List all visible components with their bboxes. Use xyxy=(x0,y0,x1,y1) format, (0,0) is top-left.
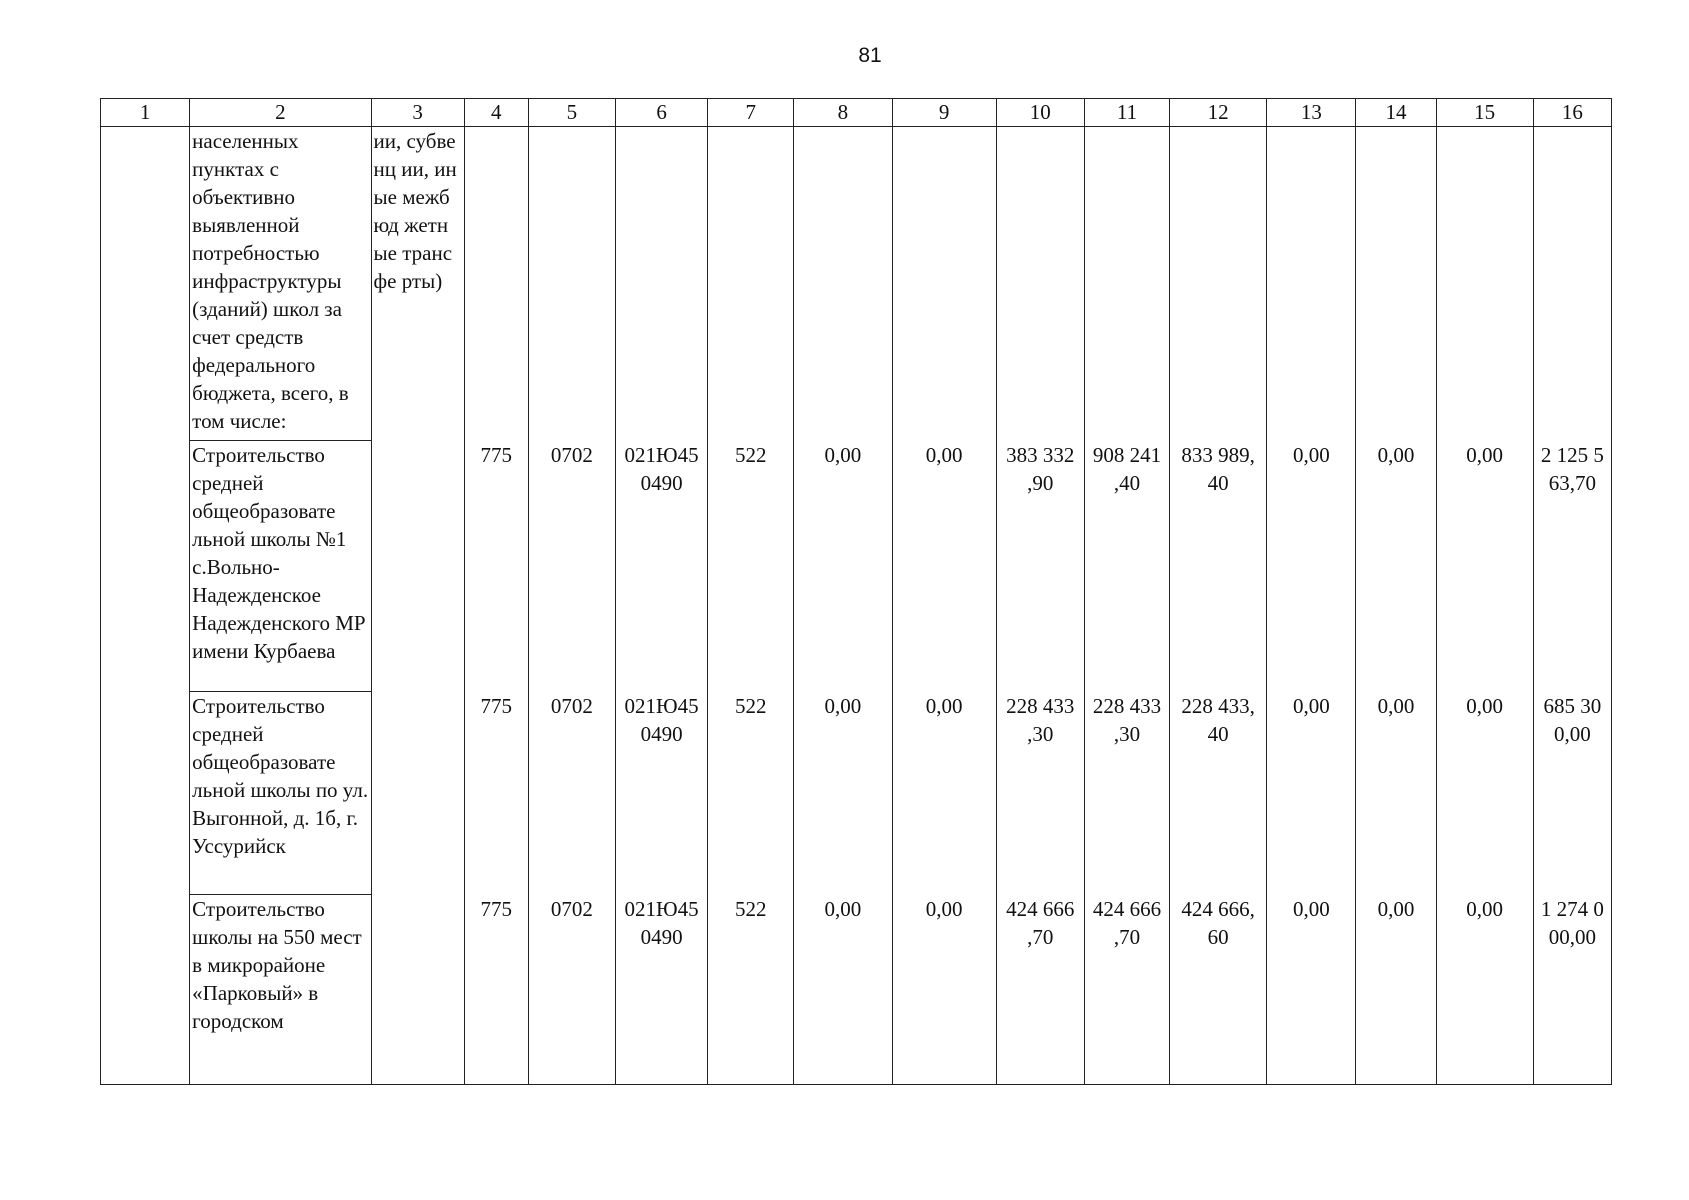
table-cell xyxy=(892,127,996,441)
column-header: 11 xyxy=(1084,99,1169,127)
column-header: 15 xyxy=(1436,99,1533,127)
table-cell: 775 xyxy=(464,692,528,895)
item-name-cell: Строительство средней общеобразовате льной школы по ул. Выгонной, д. 1б, г. Уссурийск xyxy=(190,692,371,895)
column-header: 10 xyxy=(996,99,1084,127)
table-cell xyxy=(1533,127,1611,441)
table-cell: 228 433, 40 xyxy=(1170,692,1267,895)
table-cell: 228 433 ,30 xyxy=(996,692,1084,895)
table-cell: 0702 xyxy=(528,441,615,692)
item-name-cell: Строительство школы на 550 мест в микрорайоне «Парковый» в городском xyxy=(190,895,371,1085)
table-cell: 228 433 ,30 xyxy=(1084,692,1169,895)
table-cell xyxy=(794,127,892,441)
table-cell: 0702 xyxy=(528,692,615,895)
table-cell xyxy=(101,441,190,692)
table-cell: 0,00 xyxy=(1356,895,1436,1085)
table-row xyxy=(101,127,1612,441)
budget-table xyxy=(100,98,1612,1085)
table-cell xyxy=(101,692,190,895)
column-header: 8 xyxy=(794,99,892,127)
table-cell: 424 666 ,70 xyxy=(1084,895,1169,1085)
column-header: 2 xyxy=(190,99,371,127)
column-header: 5 xyxy=(528,99,615,127)
table-cell: 908 241 ,40 xyxy=(1084,441,1169,692)
table-cell: 2 125 5 63,70 xyxy=(1533,441,1611,692)
table-cell xyxy=(1084,127,1169,441)
table-cell: 021Ю45 0490 xyxy=(616,895,708,1085)
table-row xyxy=(101,895,1612,1085)
table-cell: 0,00 xyxy=(794,692,892,895)
table-cell: 021Ю45 0490 xyxy=(616,441,708,692)
table-cell xyxy=(616,127,708,441)
table-cell xyxy=(528,127,615,441)
table-cell: 1 274 0 00,00 xyxy=(1533,895,1611,1085)
page-number: 81 xyxy=(858,44,882,67)
table-cell xyxy=(464,127,528,441)
table-cell: 775 xyxy=(464,441,528,692)
table-cell xyxy=(996,127,1084,441)
table-cell: 0,00 xyxy=(1356,441,1436,692)
column-header: 13 xyxy=(1267,99,1356,127)
expense-type-cell xyxy=(371,692,464,895)
column-header: 3 xyxy=(371,99,464,127)
column-header: 16 xyxy=(1533,99,1611,127)
table-cell: 522 xyxy=(708,692,794,895)
table-cell: 0,00 xyxy=(1436,692,1533,895)
table-cell: 0,00 xyxy=(1267,895,1356,1085)
table-cell xyxy=(708,127,794,441)
table-cell: 833 989, 40 xyxy=(1170,441,1267,692)
table-row xyxy=(101,692,1612,895)
table-cell xyxy=(1356,127,1436,441)
table-cell: 021Ю45 0490 xyxy=(616,692,708,895)
table-row xyxy=(101,441,1612,692)
table-cell: 424 666, 60 xyxy=(1170,895,1267,1085)
column-number-row xyxy=(101,99,1612,127)
table-cell: 0,00 xyxy=(1356,692,1436,895)
table-cell: 424 666 ,70 xyxy=(996,895,1084,1085)
table-cell: 0,00 xyxy=(892,441,996,692)
expense-type-cell: ии, субвенц ии, иные межбюд жетные трансфе рты) xyxy=(371,127,464,441)
column-header: 7 xyxy=(708,99,794,127)
table-cell: 0,00 xyxy=(1267,692,1356,895)
table-cell: 522 xyxy=(708,441,794,692)
table-cell: 0702 xyxy=(528,895,615,1085)
table-cell: 0,00 xyxy=(1436,441,1533,692)
table-cell: 0,00 xyxy=(794,441,892,692)
item-name-cell: населенных пунктах с объективно выявленной потребностью инфраструктуры (зданий) школ за счет средств федерального бюджета, всего, в том числе: xyxy=(190,127,371,441)
table-cell xyxy=(101,127,190,441)
table-cell: 0,00 xyxy=(892,895,996,1085)
table-cell: 685 30 0,00 xyxy=(1533,692,1611,895)
table-cell: 0,00 xyxy=(794,895,892,1085)
column-header: 14 xyxy=(1356,99,1436,127)
table-cell: 0,00 xyxy=(1267,441,1356,692)
table-cell xyxy=(1267,127,1356,441)
column-header: 6 xyxy=(616,99,708,127)
table-cell: 383 332 ,90 xyxy=(996,441,1084,692)
column-header: 1 xyxy=(101,99,190,127)
item-name-cell: Строительство средней общеобразовате льной школы №1 с.Вольно-Надежденское Надежденского МР имени Курбаева xyxy=(190,441,371,692)
table-cell: 775 xyxy=(464,895,528,1085)
expense-type-cell xyxy=(371,441,464,692)
column-header: 4 xyxy=(464,99,528,127)
table-cell: 0,00 xyxy=(892,692,996,895)
column-header: 12 xyxy=(1170,99,1267,127)
table-cell: 522 xyxy=(708,895,794,1085)
table-cell: 0,00 xyxy=(1436,895,1533,1085)
table-cell xyxy=(1170,127,1267,441)
column-header: 9 xyxy=(892,99,996,127)
table-cell xyxy=(101,895,190,1085)
expense-type-cell xyxy=(371,895,464,1085)
table-cell xyxy=(1436,127,1533,441)
